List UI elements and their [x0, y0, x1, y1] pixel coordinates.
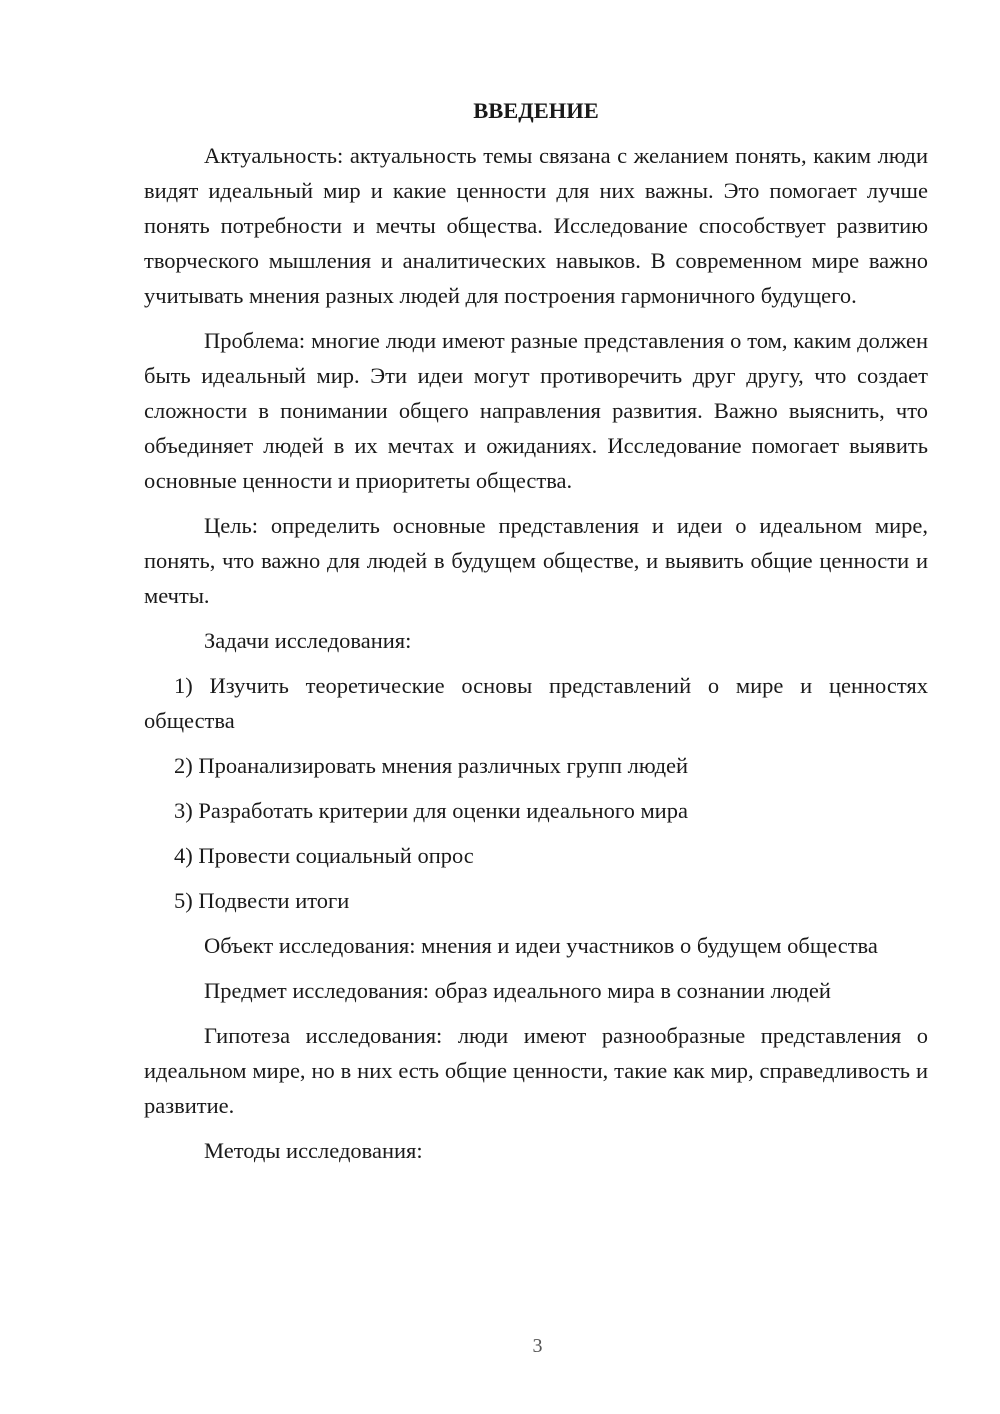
methods-heading: Методы исследования: [204, 1138, 423, 1163]
page-content [144, 93, 928, 1178]
task-item-2: 2) Проанализировать мнения различных групп людей [174, 753, 689, 778]
task-item-1: 1) Изучить теоретические основы представлений о мире и ценностях общества [144, 673, 928, 733]
section-title: ВВЕДЕНИЕ [473, 98, 599, 123]
task-item-4: 4) Провести социальный опрос [174, 843, 474, 868]
task-item-3: 3) Разработать критерии для оценки идеального мира [174, 798, 688, 823]
tasks-heading: Задачи исследования: [204, 628, 412, 653]
goal-paragraph: Цель: определить основные представления и идеи о идеальном мире, понять, что важно для людей в будущем обществе, и выявить общие ценности и мечты. [144, 513, 928, 608]
hypothesis-paragraph: Гипотеза исследования: люди имеют разнообразные представления о идеальном мире, но в них есть общие ценности, такие как мир, справедливость и развитие. [144, 1023, 928, 1118]
page-number: 3 [532, 1335, 543, 1357]
problem-paragraph: Проблема: многие люди имеют разные представления о том, каким должен быть идеальный мир. Эти идеи могут противоречить друг другу, что создает сложности в понимании общего направления развития. Важно выяснить, что объединяет людей в их мечтах и ожиданиях. Исследование помогает выявить основные ценности и приоритеты общества. [144, 328, 928, 493]
task-item-5: 5) Подвести итоги [174, 888, 350, 913]
relevance-paragraph: Актуальность: актуальность темы связана с желанием понять, каким люди видят идеальный мир и какие ценности для них важны. Это помогает лучше понять потребности и мечты общества. Исследование способствует развитию творческого мышления и аналитических навыков. В современном мире важно учитывать мнения разных людей для построения гармоничного будущего. [144, 143, 928, 308]
subject-paragraph: Предмет исследования: образ идеального мира в сознании людей [204, 978, 831, 1003]
object-paragraph: Объект исследования: мнения и идеи участников о будущем общества [204, 933, 878, 958]
